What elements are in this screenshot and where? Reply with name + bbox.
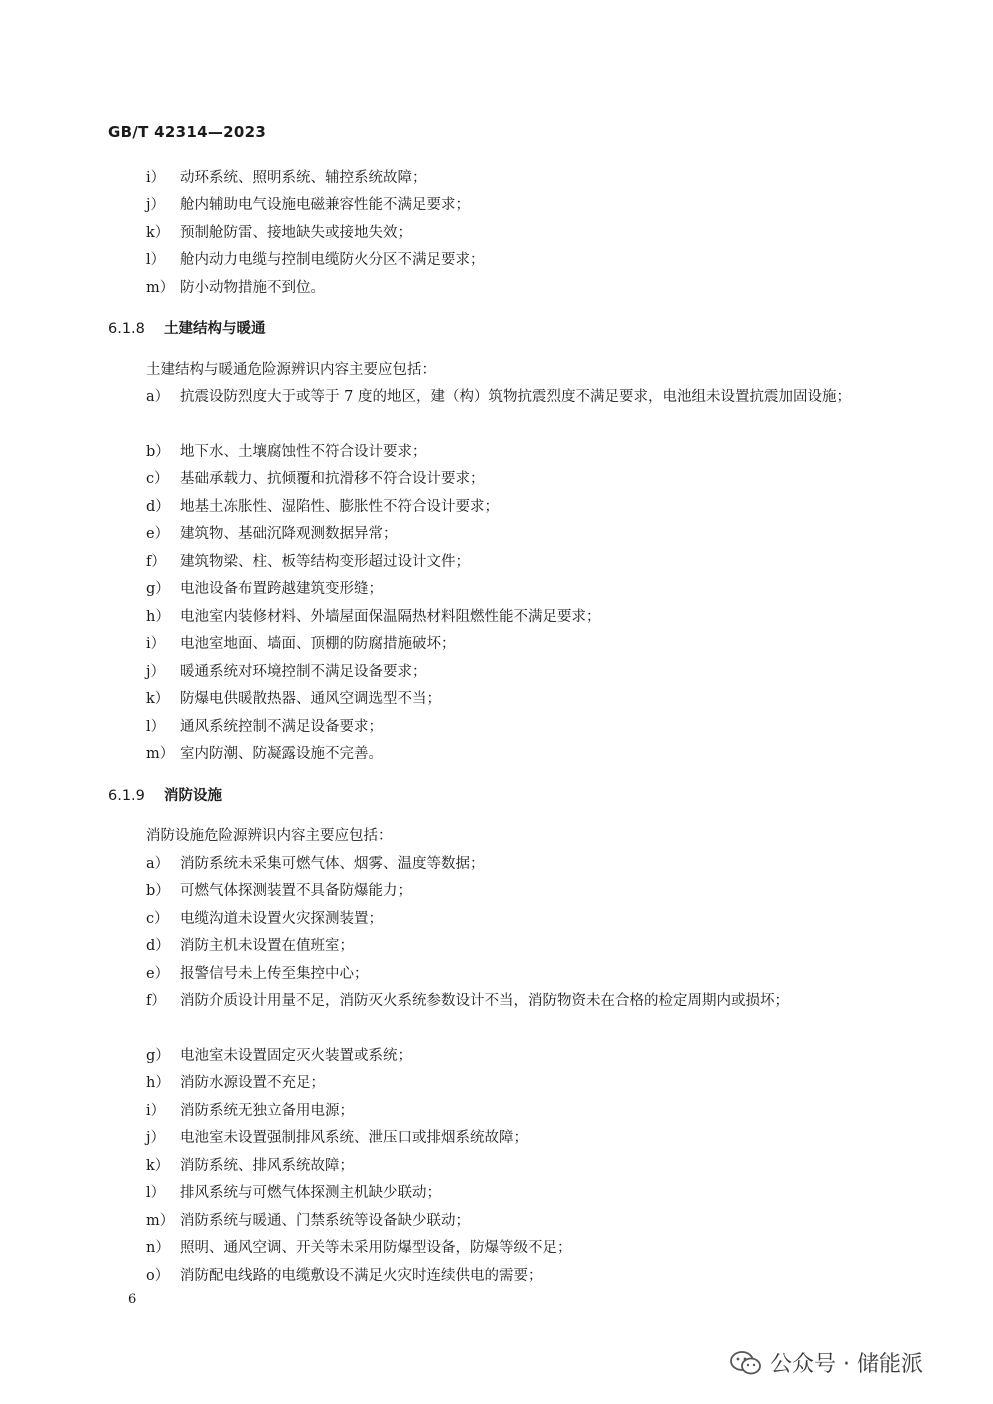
item-label: c） — [146, 471, 169, 487]
item-label: k） — [146, 225, 170, 241]
item-text: 基础承载力、抗倾覆和抗滑移不符合设计要求； — [180, 471, 485, 487]
item-label: g） — [146, 581, 170, 597]
item-text: 照明、通风空调、开关等未采用防爆型设备，防爆等级不足； — [180, 1240, 572, 1256]
item-text: 地下水、土壤腐蚀性不符合设计要求； — [180, 444, 427, 460]
list-item — [146, 494, 886, 522]
list-item — [146, 165, 886, 193]
list-item — [146, 192, 886, 220]
item-label: f） — [146, 554, 166, 570]
item-label: a） — [146, 856, 170, 872]
item-text: 报警信号未上传至集控中心； — [180, 966, 369, 982]
item-text: 消防系统、排风系统故障； — [180, 1158, 354, 1174]
item-text: 消防系统未采集可燃气体、烟雾、温度等数据； — [180, 856, 485, 872]
section-heading — [108, 316, 266, 343]
item-label: i） — [146, 170, 166, 186]
wechat-icon — [730, 1350, 762, 1376]
item-text: 通风系统控制不满足设备要求； — [180, 719, 383, 735]
list-item — [146, 466, 886, 494]
item-text: 排风系统与可燃气体探测主机缺少联动； — [180, 1185, 441, 1201]
list-item — [146, 1208, 886, 1236]
item-text: 舱内辅助电气设施电磁兼容性能不满足要求； — [180, 197, 470, 213]
page-number: 6 — [128, 1292, 137, 1307]
item-text: 防小动物措施不到位。 — [180, 280, 325, 296]
item-text: 电池室地面、墙面、顶棚的防腐措施破坏； — [180, 636, 456, 652]
item-label: m） — [146, 1213, 175, 1229]
item-label: e） — [146, 526, 170, 542]
item-label: m） — [146, 280, 175, 296]
item-label: l） — [146, 1185, 166, 1201]
watermark-text: 公众号 · 储能派 — [770, 1352, 923, 1377]
item-label: d） — [146, 499, 170, 515]
item-label: h） — [146, 609, 170, 625]
item-label: b） — [146, 444, 170, 460]
section-title: 消防设施 — [164, 788, 222, 804]
list-item — [146, 1263, 886, 1291]
item-text: 暖通系统对环境控制不满足设备要求； — [180, 664, 427, 680]
list-item — [146, 851, 886, 879]
section-number: 6.1.8 — [108, 321, 145, 337]
item-label: g） — [146, 1048, 170, 1064]
list-item — [146, 1235, 886, 1263]
section-title: 土建结构与暖通 — [164, 321, 266, 337]
item-label: o） — [146, 1268, 170, 1284]
item-label: f） — [146, 993, 166, 1009]
item-text: 电池设备布置跨越建筑变形缝； — [180, 581, 383, 597]
item-label: j） — [146, 197, 165, 213]
list-item — [146, 659, 886, 687]
section-intro: 消防设施危险源辨识内容主要应包括： — [146, 828, 393, 844]
item-label: e） — [146, 966, 170, 982]
list-item — [146, 247, 886, 275]
item-label: l） — [146, 719, 166, 735]
item-text: 消防介质设计用量不足，消防灭火系统参数设计不当，消防物资未在合格的检定周期内或损坏； — [180, 993, 789, 1009]
item-text: 可燃气体探测装置不具备防爆能力； — [180, 883, 412, 899]
item-text: 消防配电线路的电缆敷设不满足火灾时连续供电的需要； — [180, 1268, 543, 1284]
item-label: a） — [146, 389, 170, 405]
item-text: 动环系统、照明系统、辅控系统故障； — [180, 170, 427, 186]
list-item — [146, 439, 886, 467]
list-item — [146, 521, 886, 549]
item-text: 消防水源设置不充足； — [180, 1075, 325, 1091]
item-label: b） — [146, 883, 170, 899]
list-item — [146, 275, 886, 303]
item-text: 电池室未设置强制排风系统、泄压口或排烟系统故障； — [180, 1130, 528, 1146]
item-label: j） — [146, 1130, 165, 1146]
item-label: h） — [146, 1075, 170, 1091]
item-text: 抗震设防烈度大于或等于 7 度的地区，建（构）筑物抗震烈度不满足要求，电池组未设置抗震加固设施； — [180, 389, 851, 405]
item-label: d） — [146, 938, 170, 954]
standard-code: GB/T 42314—2023 — [108, 123, 267, 141]
item-label: i） — [146, 1103, 166, 1119]
item-label: i） — [146, 636, 166, 652]
item-text: 电缆沟道未设置火灾探测装置； — [180, 911, 383, 927]
item-text: 电池室内装修材料、外墙屋面保温隔热材料阻燃性能不满足要求； — [180, 609, 601, 625]
list-item — [146, 576, 886, 604]
item-text: 预制舱防雷、接地缺失或接地失效； — [180, 225, 412, 241]
list-item — [146, 906, 886, 934]
section-number: 6.1.9 — [108, 788, 145, 804]
list-item — [146, 1098, 886, 1126]
list-item — [146, 878, 886, 906]
item-text: 消防系统无独立备用电源； — [180, 1103, 354, 1119]
item-label: m） — [146, 746, 175, 762]
list-item — [146, 384, 886, 439]
item-text: 防爆电供暖散热器、通风空调选型不当； — [180, 691, 441, 707]
item-text: 电池室未设置固定灭火装置或系统； — [180, 1048, 412, 1064]
list-item — [146, 1070, 886, 1098]
item-text: 舱内动力电缆与控制电缆防火分区不满足要求； — [180, 252, 485, 268]
item-label: j） — [146, 664, 165, 680]
item-text: 建筑物、基础沉降观测数据异常； — [180, 526, 398, 542]
section-intro: 土建结构与暖通危险源辨识内容主要应包括： — [146, 362, 436, 378]
item-label: n） — [146, 1240, 170, 1256]
item-label: k） — [146, 691, 170, 707]
list-item — [146, 604, 886, 632]
list-item — [146, 1125, 886, 1153]
item-text: 建筑物梁、柱、板等结构变形超过设计文件； — [180, 554, 470, 570]
item-label: l） — [146, 252, 166, 268]
item-text: 地基土冻胀性、湿陷性、膨胀性不符合设计要求； — [180, 499, 499, 515]
item-text: 室内防潮、防凝露设施不完善。 — [180, 746, 383, 762]
list-item — [146, 741, 886, 769]
list-item — [146, 1180, 886, 1208]
item-label: c） — [146, 911, 169, 927]
list-item — [146, 549, 886, 577]
list-item — [146, 961, 886, 989]
list-item — [146, 1153, 886, 1181]
item-label: k） — [146, 1158, 170, 1174]
list-item — [146, 933, 886, 961]
list-item — [146, 988, 886, 1043]
section-heading — [108, 783, 222, 810]
item-text: 消防主机未设置在值班室； — [180, 938, 354, 954]
watermark — [730, 1347, 923, 1378]
item-text: 消防系统与暖通、门禁系统等设备缺少联动； — [180, 1213, 470, 1229]
list-item — [146, 714, 886, 742]
list-item — [146, 686, 886, 714]
list-item — [146, 1043, 886, 1071]
list-item — [146, 631, 886, 659]
list-item — [146, 220, 886, 248]
